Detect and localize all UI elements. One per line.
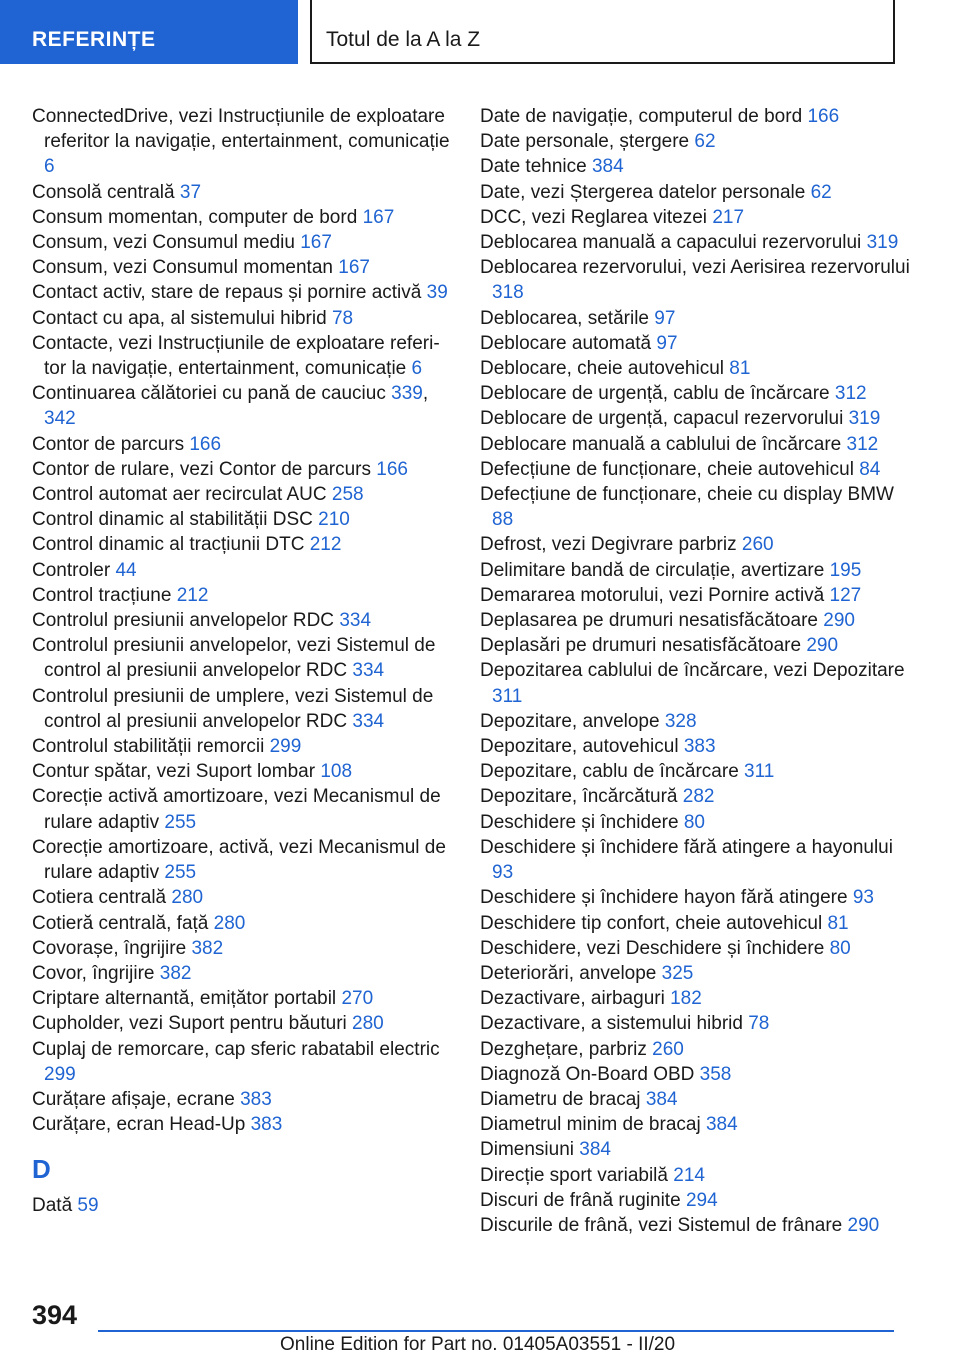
page-link[interactable]: 255 <box>164 862 197 884</box>
index-entry <box>32 911 452 936</box>
index-entry <box>32 885 452 910</box>
index-entry-text: Deteriorări, anvelope <box>480 962 657 984</box>
index-entry <box>32 759 452 784</box>
index-entry <box>480 432 910 457</box>
index-entry-text: Covor, îngrijire <box>32 962 155 984</box>
index-entry-text: Depozitarea cablului de încărcare, vezi Depozitare <box>480 660 905 682</box>
index-entry-text: Deblocarea manuală a capacului rezervorului <box>480 232 862 254</box>
index-entry <box>480 835 910 885</box>
index-entry <box>480 583 910 608</box>
page-link[interactable]: 319 <box>866 232 899 254</box>
page-link[interactable]: 214 <box>673 1164 705 1186</box>
index-entry-text: Date de navigație, computerul de bord <box>480 106 803 127</box>
page-link[interactable]: 299 <box>44 1063 76 1085</box>
index-entry <box>32 734 452 759</box>
page-link[interactable]: 382 <box>191 937 224 959</box>
index-entry <box>480 986 910 1011</box>
page-link[interactable]: 325 <box>661 962 694 984</box>
page-link[interactable]: 97 <box>654 307 676 329</box>
index-entry <box>480 1137 910 1162</box>
index-entry-text: Date tehnice <box>480 156 587 178</box>
index-entry <box>480 1112 910 1137</box>
index-entry <box>480 1011 910 1036</box>
page-link[interactable]: 93 <box>492 862 514 884</box>
index-entry <box>480 129 910 154</box>
index-entry-text: Control dinamic al stabilității DSC <box>32 509 313 531</box>
index-entry <box>32 1037 452 1087</box>
index-entry-text: Consum, vezi Consumul mediu <box>32 232 295 254</box>
index-entry <box>480 885 910 910</box>
index-entry-text: Demararea motorului, vezi Pornire activă <box>480 584 825 606</box>
index-entry <box>32 608 452 633</box>
index-entry <box>480 230 910 255</box>
index-column-left <box>32 104 452 1219</box>
page-link[interactable]: 290 <box>847 1214 880 1236</box>
index-entry <box>480 633 910 658</box>
page-link[interactable]: 339 <box>391 383 423 405</box>
index-entry-text: Corecție amortizoare, activă, vezi Mecanismul de rulare adaptiv <box>32 836 446 884</box>
page-link[interactable]: 334 <box>352 710 385 732</box>
index-entry-text: Diametru de bracaj <box>480 1088 641 1110</box>
index-entry <box>32 280 452 305</box>
index-entry <box>480 1062 910 1087</box>
page-link[interactable]: 299 <box>269 736 302 758</box>
index-entry <box>32 205 452 230</box>
index-entry-text: Diametrul minim de bracaj <box>480 1114 701 1136</box>
page-link[interactable]: 84 <box>859 458 881 480</box>
page-link[interactable]: 334 <box>352 660 385 682</box>
index-entry-text: Contur spătar, vezi Suport lombar <box>32 761 316 783</box>
index-entry <box>480 784 910 809</box>
index-entry-text: Deblocare de urgență, capacul rezervorului <box>480 408 844 430</box>
chapter-title: Totul de la A la Z <box>310 0 895 64</box>
footer-divider <box>98 1330 894 1332</box>
page-link[interactable]: 78 <box>748 1013 770 1035</box>
page-link[interactable]: 62 <box>694 131 716 153</box>
index-entry <box>480 936 910 961</box>
page-link[interactable]: 80 <box>683 811 705 833</box>
page-link[interactable]: 290 <box>806 635 839 657</box>
index-entry-text: Control automat aer recirculat AUC <box>32 484 327 506</box>
index-entry-text: Deplasarea pe drumuri nesatisfăcătoare <box>480 610 818 632</box>
page-link[interactable]: 334 <box>339 610 372 632</box>
index-entry <box>32 986 452 1011</box>
page-link[interactable]: 167 <box>338 257 370 279</box>
page-link[interactable]: 59 <box>77 1195 99 1217</box>
index-entry-text: Dezactivare, airbaguri <box>480 988 665 1010</box>
index-entry-text: DCC, vezi Reglarea vitezei <box>480 206 708 228</box>
page-link[interactable]: 294 <box>685 1189 718 1211</box>
index-entry <box>480 205 910 230</box>
index-entry <box>480 356 910 381</box>
index-entry-text: Deschidere și închidere hayon fără atingere <box>480 887 848 909</box>
index-list-right <box>480 104 910 1238</box>
index-entry <box>32 532 452 557</box>
index-entry <box>32 306 452 331</box>
index-entry <box>32 255 452 280</box>
page-link[interactable]: 166 <box>807 106 840 127</box>
index-entry-text: Deplasări pe drumuri nesatisfăcătoare <box>480 635 802 657</box>
index-entry-text: Defecțiune de funcționare, cheie cu display BMW <box>480 484 894 506</box>
page-link[interactable]: 182 <box>670 988 702 1010</box>
page-link[interactable]: 81 <box>729 358 751 380</box>
index-entry <box>32 684 452 734</box>
index-entry <box>480 457 910 482</box>
index-entry-text: Discurile de frână, vezi Sistemul de frânare <box>480 1214 843 1236</box>
index-entry <box>480 532 910 557</box>
page-link[interactable]: 358 <box>699 1063 732 1085</box>
index-entry-text: Dată <box>32 1195 73 1217</box>
index-entry-text: Deblocare manuală a cablului de încărcare <box>480 433 842 455</box>
index-entry-text: Contact activ, stare de repaus și pornire activă <box>32 282 422 304</box>
index-entry-text: Controlul presiunii anvelopelor RDC <box>32 610 335 632</box>
page-link[interactable]: 6 <box>44 156 55 178</box>
page-link[interactable]: 260 <box>652 1038 684 1060</box>
index-entry-text: Criptare alternantă, emițător portabil <box>32 988 337 1010</box>
index-entry-text: Curățare afișaje, ecrane <box>32 1088 235 1110</box>
page-link[interactable]: 382 <box>159 962 192 984</box>
index-entry: Continuarea călătoriei cu pană de cauciuc 339, 342 <box>32 383 429 430</box>
index-entry-text: Cotiera centrală <box>32 887 167 909</box>
index-entry <box>480 331 910 356</box>
index-entry <box>480 104 910 129</box>
index-entry-text: Defrost, vezi Degivrare parbriz <box>480 534 737 556</box>
index-entry <box>32 432 452 457</box>
index-entry-text: Dimensiuni <box>480 1139 574 1161</box>
index-entry-text: Contor de parcurs <box>32 433 185 455</box>
index-entry <box>32 558 452 583</box>
index-entry-text: Date, vezi Ștergerea datelor personale <box>480 181 806 203</box>
index-entry <box>480 759 910 784</box>
index-list-left-d <box>32 1193 452 1218</box>
page-link[interactable]: 383 <box>250 1114 283 1136</box>
page-link[interactable]: 280 <box>213 912 246 934</box>
index-entry-text: Contor de rulare, vezi Contor de parcurs <box>32 458 371 480</box>
index-entry-text: Cuplaj de remorcare, cap sferic rabatabil electric <box>32 1038 440 1060</box>
index-entry-text: Discuri de frână ruginite <box>480 1189 681 1211</box>
page-link[interactable]: 312 <box>834 383 867 405</box>
index-entry <box>480 1087 910 1112</box>
index-entry-text: Continuarea călătoriei cu pană de cauciuc <box>32 383 386 405</box>
index-entry <box>480 911 910 936</box>
index-entry <box>32 230 452 255</box>
index-entry-text: Defecțiune de funcționare, cheie autovehicul <box>480 458 854 480</box>
index-entry <box>480 608 910 633</box>
index-entry-text: Depozitare, încărcătură <box>480 786 678 808</box>
index-entry-text: Control dinamic al tracțiunii DTC <box>32 534 305 556</box>
page-link[interactable]: 81 <box>827 912 849 934</box>
index-entry-text: Controlul stabilității remorcii <box>32 736 265 758</box>
page-link[interactable]: 127 <box>829 584 862 606</box>
index-entry <box>32 961 452 986</box>
index-entry-text: Contact cu apa, al sistemului hibrid <box>32 307 327 329</box>
page-link[interactable]: 280 <box>171 887 204 909</box>
index-entry-text: Deschidere tip confort, cheie autovehicul <box>480 912 823 934</box>
index-entry <box>32 936 452 961</box>
index-entry-text: Covorașe, îngrijire <box>32 937 187 959</box>
index-entry <box>32 331 452 381</box>
page-number: 394 <box>32 1300 78 1330</box>
page-link[interactable]: 282 <box>682 786 715 808</box>
page-link[interactable]: 319 <box>848 408 881 430</box>
page-link[interactable]: 312 <box>846 433 879 455</box>
page-link[interactable]: 217 <box>712 206 745 228</box>
index-entry <box>480 406 910 431</box>
index-entry-text: Dezghețare, parbriz <box>480 1038 647 1060</box>
index-entry <box>32 1193 452 1218</box>
page-link[interactable]: 328 <box>664 710 697 732</box>
index-entry-text: Date personale, ștergere <box>480 131 690 153</box>
page-link[interactable]: 384 <box>705 1114 738 1136</box>
page-link[interactable]: 37 <box>179 181 202 203</box>
index-entry-text: Deschidere, vezi Deschidere și închidere <box>480 937 825 959</box>
index-entry <box>480 154 910 179</box>
page-link[interactable]: 6 <box>411 358 423 380</box>
index-entry <box>480 306 910 331</box>
page-link[interactable]: 384 <box>645 1088 678 1110</box>
index-entry-text: Deblocare de urgență, cablu de încărcare <box>480 383 830 405</box>
page-link[interactable]: 212 <box>176 584 209 606</box>
section-letter: D <box>32 1154 51 1185</box>
index-entry-text: ConnectedDrive, vezi Instrucțiunile de exploatare referitor la navigație, entertainment, comunicație <box>32 106 450 153</box>
index-entry-text: Consum momentan, computer de bord <box>32 206 358 228</box>
page-link[interactable]: 195 <box>829 559 862 581</box>
index-entry <box>32 1112 452 1137</box>
index-entry <box>32 180 452 205</box>
page-link[interactable]: 108 <box>320 761 353 783</box>
index-entry-text: Contacte, vezi Instrucțiunile de exploatare referitor la navigație, entertainment, comunicație <box>32 332 440 380</box>
index-entry <box>480 558 910 583</box>
index-entry-text: Diagnoză On-Board OBD <box>480 1063 695 1085</box>
page-link[interactable]: 260 <box>741 534 774 556</box>
index-entry <box>32 104 452 180</box>
page-link[interactable]: 88 <box>492 509 514 531</box>
index-entry-text: Direcție sport variabilă <box>480 1164 668 1186</box>
index-entry <box>480 1188 910 1213</box>
index-entry <box>480 1213 910 1238</box>
index-entry-text: Deblocarea rezervorului, vezi Aerisirea rezervorului <box>480 257 910 279</box>
index-entry <box>480 381 910 406</box>
index-entry-text: Consum, vezi Consumul momentan <box>32 257 333 279</box>
index-entry <box>480 734 910 759</box>
page-link[interactable]: 270 <box>341 988 374 1010</box>
index-entry <box>32 1011 452 1036</box>
index-entry-text: Deschidere și închidere <box>480 811 679 833</box>
page-link[interactable]: 167 <box>362 206 395 228</box>
index-entry <box>480 482 910 532</box>
index-entry <box>480 658 910 708</box>
index-entry-text: Controlul presiunii de umplere, vezi Sistemul de control al presiunii anvelopelor RDC <box>32 685 434 732</box>
page-link[interactable]: 39 <box>426 282 448 304</box>
index-entry-text: Controlul presiunii anvelopelor, vezi Sistemul de control al presiunii anvelopelor RDC <box>32 635 436 682</box>
page-link[interactable]: 212 <box>309 534 342 556</box>
index-entry <box>480 810 910 835</box>
index-entry-text: Control tracțiune <box>32 584 172 606</box>
index-entry-text: Curățare, ecran Head-Up <box>32 1114 246 1136</box>
page-link[interactable]: 44 <box>115 559 137 581</box>
index-entry <box>480 1163 910 1188</box>
page-link[interactable]: 78 <box>331 307 354 329</box>
page-link[interactable]: 311 <box>744 761 775 783</box>
index-entry <box>32 835 452 885</box>
index-entry-text: Deblocare automată <box>480 332 652 354</box>
index-entry <box>32 784 452 834</box>
page-link[interactable]: 258 <box>331 484 364 506</box>
index-entry <box>480 961 910 986</box>
index-entry-text: Corecție activă amortizoare, vezi Mecanismul de rulare adaptiv <box>32 786 441 833</box>
section-tab-references[interactable]: REFERINȚE <box>0 0 298 64</box>
index-entry-text: Consolă centrală <box>32 181 175 203</box>
index-entry-text: Deblocarea, setările <box>480 307 649 329</box>
page-link[interactable]: 166 <box>376 458 408 480</box>
page-link[interactable]: 166 <box>189 433 222 455</box>
page-link[interactable]: 210 <box>318 509 350 531</box>
index-entry-text: Cupholder, vezi Suport pentru băuturi <box>32 1013 347 1035</box>
index-entry-text: Dezactivare, a sistemului hibrid <box>480 1013 743 1035</box>
index-entry <box>480 255 910 305</box>
index-entry-text: Controler <box>32 559 111 581</box>
page-link[interactable]: 167 <box>300 232 332 254</box>
index-entry <box>480 709 910 734</box>
page-link[interactable]: 383 <box>240 1088 272 1110</box>
index-entry <box>32 482 452 507</box>
index-entry-text: Deblocare, cheie autovehicul <box>480 358 724 380</box>
page-link[interactable]: 80 <box>829 937 851 959</box>
page-link[interactable]: 97 <box>656 332 678 354</box>
index-entry <box>32 507 452 532</box>
index-entry <box>32 457 452 482</box>
page-link[interactable]: 62 <box>810 181 832 203</box>
index-entry-text: Depozitare, autovehicul <box>480 736 679 758</box>
index-entry <box>32 633 452 683</box>
page-link[interactable]: 93 <box>852 887 874 909</box>
footer-edition: Online Edition for Part no. 01405A03551 - II/20 <box>280 1334 676 1355</box>
page-link[interactable]: 318 <box>492 282 524 304</box>
index-entry-text: Deschidere și închidere fără atingere a hayonului <box>480 836 893 858</box>
page-header <box>0 0 960 66</box>
index-entry <box>480 1037 910 1062</box>
index-entry-text: Depozitare, cablu de încărcare <box>480 761 739 783</box>
page-link[interactable]: 342 <box>44 408 76 430</box>
page-link[interactable]: 384 <box>591 156 624 178</box>
page-link[interactable]: 383 <box>683 736 716 758</box>
index-entry-text: Cotieră centrală, față <box>32 912 209 934</box>
index-entry <box>32 583 452 608</box>
page-link[interactable]: 290 <box>823 610 855 632</box>
index-entry <box>480 180 910 205</box>
page-link[interactable]: 311 <box>492 685 523 707</box>
page-link[interactable]: 280 <box>352 1013 384 1035</box>
index-entry-text: Depozitare, anvelope <box>480 710 660 732</box>
index-entry-text: Delimitare bandă de circulație, avertizare <box>480 559 825 581</box>
index-list-left <box>32 104 452 1137</box>
page-link[interactable]: 384 <box>579 1139 611 1161</box>
index-column-right <box>480 104 910 1238</box>
page-link[interactable]: 255 <box>164 811 197 833</box>
index-entry <box>32 1087 452 1112</box>
